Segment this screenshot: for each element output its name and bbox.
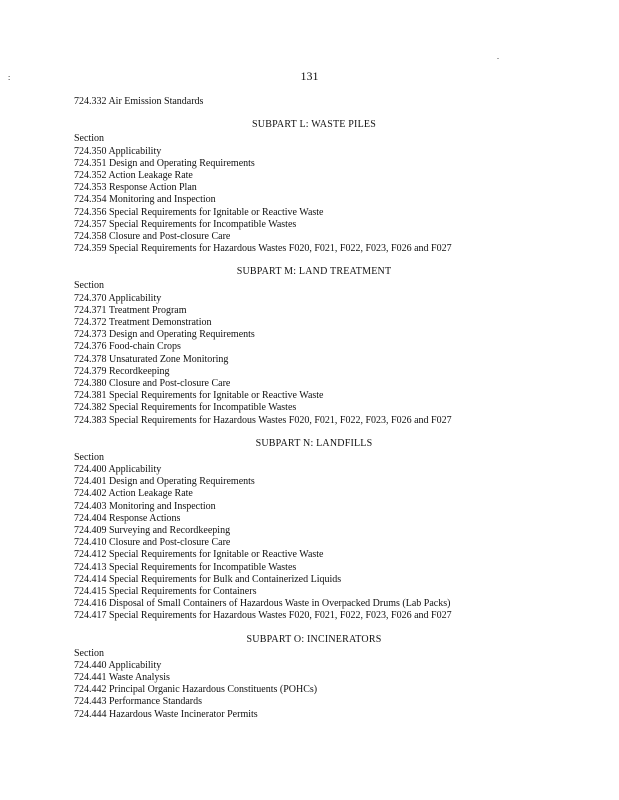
section-label: Section <box>74 451 104 463</box>
section-item: 724.373 Design and Operating Requirements <box>74 329 255 341</box>
section-label: Section <box>74 280 104 292</box>
section-item: 724.371 Treatment Program <box>74 304 187 316</box>
document-body <box>74 96 554 721</box>
section-item: 724.403 Monitoring and Inspection <box>74 500 216 512</box>
section-item: 724.413 Special Requirements for Incompatible Wastes <box>74 561 297 573</box>
subpart-heading: SUBPART N: LANDFILLS <box>255 437 373 449</box>
intro-section-line: 724.332 Air Emission Standards <box>74 96 204 107</box>
section-item: 724.402 Action Leakage Rate <box>74 488 193 500</box>
section-item: 724.381 Special Requirements for Ignitable or Reactive Waste <box>74 390 324 402</box>
section-item: 724.441 Waste Analysis <box>74 672 170 684</box>
section-item: 724.351 Design and Operating Requirements <box>74 157 255 169</box>
section-label: Section <box>74 133 104 145</box>
subpart-heading: SUBPART M: LAND TREATMENT <box>236 266 392 278</box>
section-item: 724.442 Principal Organic Hazardous Constituents (POHCs) <box>74 684 318 696</box>
section-item: 724.416 Disposal of Small Containers of Hazardous Waste in Overpacked Drums (Lab Packs) <box>74 598 451 610</box>
section-item: 724.417 Special Requirements for Hazardous Wastes F020, F021, F022, F023, F026 and F027 <box>74 610 452 622</box>
section-item: 724.382 Special Requirements for Incompatible Wastes <box>74 402 297 414</box>
section-item: 724.401 Design and Operating Requirements <box>74 476 255 488</box>
section-item: 724.404 Response Actions <box>74 512 181 524</box>
subpart-m <box>74 266 554 426</box>
section-item: 724.444 Hazardous Waste Incinerator Permits <box>74 708 258 720</box>
section-item: 724.440 Applicability <box>74 659 162 671</box>
section-item: 724.352 Action Leakage Rate <box>74 169 193 181</box>
section-item: 724.350 Applicability <box>74 145 162 157</box>
section-item: 724.370 Applicability <box>74 292 162 304</box>
section-item: 724.415 Special Requirements for Containers <box>74 585 257 597</box>
section-item: 724.353 Response Action Plan <box>74 182 197 194</box>
subpart-heading: SUBPART O: INCINERATORS <box>246 633 382 645</box>
section-item: 724.376 Food-chain Crops <box>74 341 181 353</box>
section-item: 724.410 Closure and Post-closure Care <box>74 537 231 549</box>
section-item: 724.409 Surveying and Recordkeeping <box>74 525 231 536</box>
stray-mark-right: . <box>497 52 499 61</box>
section-item: 724.378 Unsaturated Zone Monitoring <box>74 353 229 365</box>
subpart-l <box>74 119 554 255</box>
section-item: 724.412 Special Requirements for Ignitable or Reactive Waste <box>74 549 324 561</box>
section-item: 724.357 Special Requirements for Incompatible Wastes <box>74 218 297 230</box>
section-item: 724.443 Performance Standards <box>74 696 203 708</box>
subpart-o <box>74 634 554 721</box>
section-label: Section <box>74 647 104 659</box>
section-item: 724.380 Closure and Post-closure Care <box>74 377 231 389</box>
page-number: 131 <box>300 69 319 83</box>
subpart-heading: SUBPART L: WASTE PILES <box>252 119 376 131</box>
section-item: 724.354 Monitoring and Inspection <box>74 194 216 206</box>
section-item: 724.414 Special Requirements for Bulk and Containerized Liquids <box>74 573 342 585</box>
section-item: 724.379 Recordkeeping <box>74 365 170 377</box>
stray-mark-left: : <box>8 73 11 82</box>
section-item: 724.400 Applicability <box>74 464 162 476</box>
section-item: 724.356 Special Requirements for Ignitable or Reactive Waste <box>74 206 324 218</box>
subpart-n <box>74 438 554 623</box>
section-item: 724.383 Special Requirements for Hazardous Wastes F020, F021, F022, F023, F026 and F027 <box>74 414 452 426</box>
section-item: 724.372 Treatment Demonstration <box>74 317 212 328</box>
section-item: 724.359 Special Requirements for Hazardous Wastes F020, F021, F022, F023, F026 and F027 <box>74 243 452 255</box>
section-item: 724.358 Closure and Post-closure Care <box>74 230 231 242</box>
